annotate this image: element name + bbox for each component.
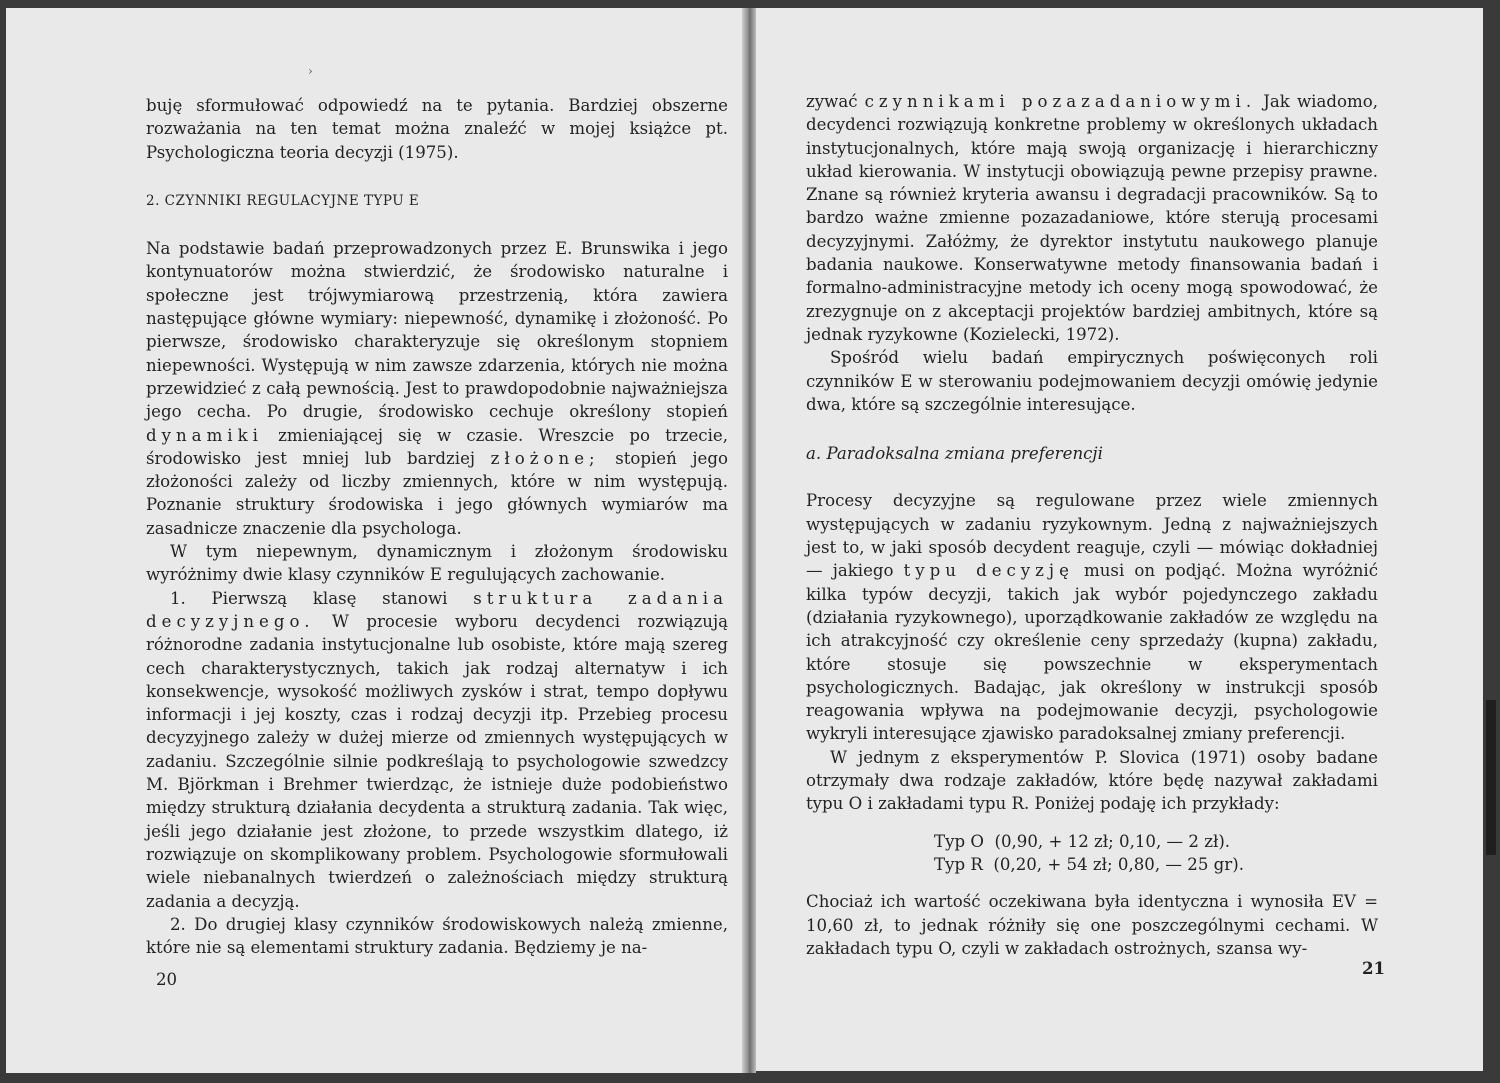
text-run: Procesy decyzyjne są regulowane przez wiele zmiennych występujących w zadaniu ryzykownym. Jedną z najważniejszych jest to, w jaki sposób decydent reaguje, czyli — mówiąc dokładniej — jakiego (806, 491, 1378, 581)
spaced-term: struktura zadania decyzyjnego. (146, 588, 728, 631)
right-paragraph-2: Spośród wielu badań empirycznych poświęconych roli czynników E w sterowaniu podejmowaniem decyzji omówię jedynie dwa, które są szczególnie interesujące. (806, 348, 1378, 414)
right-paragraph-3 (806, 489, 1378, 745)
text-run: zmieniającej się w czasie. Wreszcie po trzecie, środowisko jest mniej lub bardziej (146, 425, 728, 468)
formula-type-r: Typ R (0,20, + 54 zł; 0,80, — 25 gr). (934, 854, 1244, 874)
left-page (6, 8, 742, 1073)
scan-mark: › (308, 64, 313, 78)
left-paragraph-5: 2. Do drugiej klasy czynników środowiskowych należą zmienne, które nie są elementami struktury zadania. Będziemy je na- (146, 914, 728, 958)
section-heading: 2. CZYNNIKI REGULACYJNE TYPU E (146, 192, 420, 209)
text-run: Jak wiadomo, decydenci rozwiązują konkretne problemy w określonych układach instytucjonalnych, które mają swoją organizację i hierarchiczny układ kierowania. W instytucji obowiązują pewne przepisy prawne. Znane są również kryteria awansu i degradacji pracowników. Są to bardzo ważne zmienne pozazadaniowe, które sterują procesami decyzyjnymi. Załóżmy, że dyrektor instytutu naukowego planuje badania naukowe. Konserwatywne metody finansowania badań i formalno-administracyjne metody ich oceny mogą spowodować, że zrezygnuje on z akceptacji projektów bardziej ambitnych, które są jednak ryzykowne (Kozielecki, 1972). (806, 92, 1378, 344)
text-run: zywać (806, 92, 865, 111)
formula-block (806, 830, 1378, 877)
left-paragraph-2 (146, 237, 728, 540)
subsection-heading: a. Paradoksalna zmiana preferencji (806, 444, 1103, 464)
text-run: musi on podjąć. Można wyróżnić kilka typów decyzji, takich jak wybór pojedynczego zakładu (działania ryzykownego), uporządkowanie zakładów ze względu na ich atrakcyjność czy określenie ceny sprzedaży (kupna) zakładu, które stosuje się powszechnie w eksperymentach psychologicznych. Badając, jak określony w instrukcji sposób reagowania wpływa na podejmowanie decyzji, psychologowie wykryli interesujące zjawisko paradoksalnej zmiany preferencji. (806, 561, 1378, 744)
right-paragraph-1 (806, 90, 1378, 346)
right-paragraph-5: Chociaż ich wartość oczekiwana była identyczna i wynosiła EV = 10,60 zł, to jednak różniły się one poszczególnymi cechami. W zakładach typu O, czyli w zakładach ostrożnych, szansa wy- (806, 892, 1378, 958)
text-run: Na podstawie badań przeprowadzonych przez E. Brunswika i jego kontynuatorów można stwierdzić, że środowisko naturalne i społeczne jest trójwymiarową przestrzenią, która zawiera następujące główne wymiary: niepewność, dynamikę i złożoność. Po pierwsze, środowisko charakteryzuje się określonym stopniem niepewności. Występują w nim zawsze zdarzenia, których nie można przewidzieć z całą pewnością. Jest to prawdopodobnie najważniejsza jego cecha. Po drugie, środowisko cechuje określony stopień (146, 239, 728, 422)
right-paragraph-4: W jednym z eksperymentów P. Slovica (1971) osoby badane otrzymały dwa rodzaje zakładów, które będę nazywał zakładami typu O i zakładami typu R. Poniżej podaję ich przykłady: (806, 747, 1378, 814)
spaced-term: typu decyzję (903, 561, 1074, 581)
left-paragraph-3: W tym niepewnym, dynamicznym i złożonym środowisku wyróżnimy dwie klasy czynników E regulujących zachowanie. (146, 542, 728, 585)
right-text-column (806, 90, 1378, 960)
text-run: W procesie wyboru decydenci rozwiązują różnorodne zadania instytucjonalne lub osobiste, które mają szereg cech charakterystycznych, takich jak rodzaj alternatyw i ich konsekwencje, wysokość możliwych zysków i strat, tempo dopływu informacji i jej koszty, czas i rodzaj decyzji itp. Przebieg procesu decyzyjnego zależy w dużej mierze od zmiennych występujących w zadaniu. Szczególnie silnie podkreślają to psychologowie szwedzcy M. Björkman i Brehmer twierdząc, że istnieje duże podobieństwo między strukturą działania decydenta a strukturą zadania. Tak więc, jeśli jego działanie jest złożone, to przede wszystkim dlatego, iż rozwiązuje on skomplikowany problem. Psychologowie sformułowali wiele niebanalnych twierdzeń o zależnościach między strukturą zadania a decyzją. (146, 611, 728, 911)
book-edge-shadow (1486, 700, 1496, 855)
text-run: 1. Pierwszą klasę stanowi (170, 588, 474, 608)
page-number: 20 (156, 970, 178, 989)
left-paragraph-4 (146, 587, 728, 913)
spaced-term: dynamiki (146, 425, 263, 445)
page-number: 21 (1362, 958, 1386, 978)
formula-type-o: Typ O (0,90, + 12 zł; 0,10, — 2 zł). (934, 831, 1231, 851)
spaced-term: czynnikami pozazadaniowymi. (864, 92, 1257, 111)
left-text-column (146, 94, 728, 959)
right-page (756, 8, 1483, 1071)
text-run: stopień jego złożoności zależy od liczby zmiennych, które w nim występują. Poznanie struktury środowiska i jego głównych wymiarów ma zasadnicze znaczenie dla psychologa. (146, 448, 728, 538)
book-gutter (742, 8, 756, 1073)
left-paragraph-1: buję sformułować odpowiedź na te pytania. Bardziej obszerne rozważania na ten temat można znaleźć w mojej książce pt. Psychologiczna teoria decyzji (1975). (146, 96, 728, 162)
spaced-term: złożone; (490, 448, 600, 468)
